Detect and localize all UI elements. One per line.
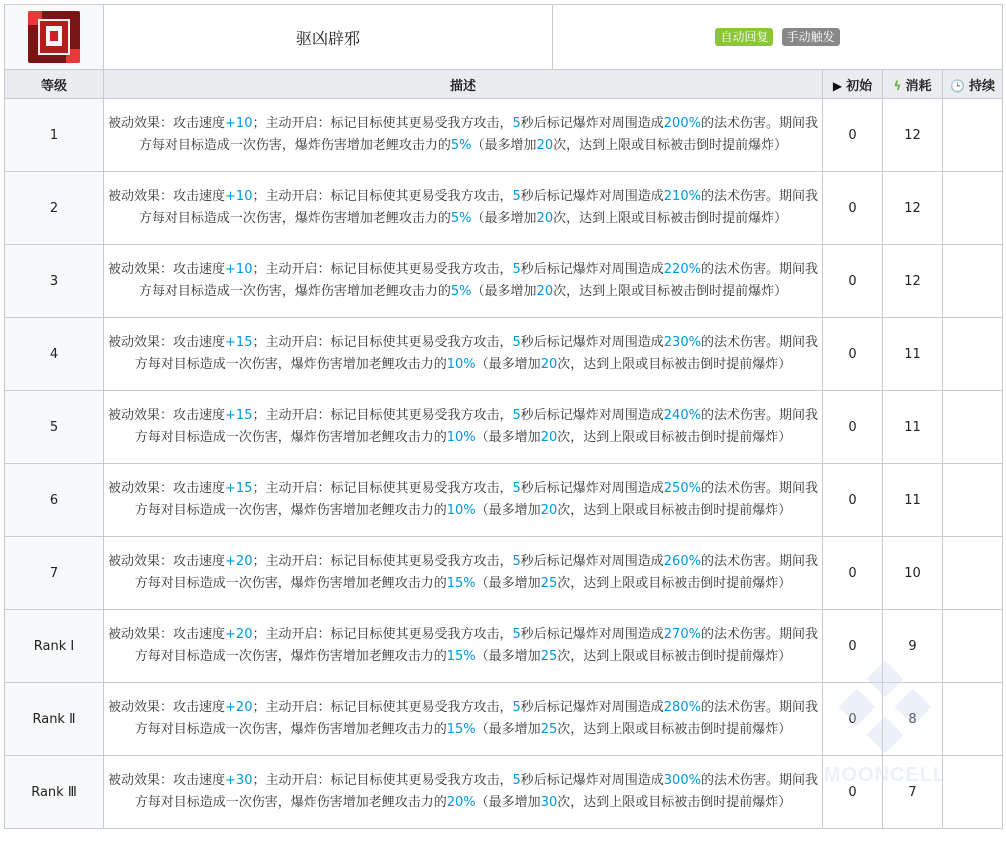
header-initial: ▶ 初始: [823, 70, 883, 99]
row-p5: 20: [540, 357, 558, 372]
row-p2: 5: [512, 262, 521, 277]
row-p2: 5: [512, 773, 521, 788]
desc-text: 次，达到上限或目标被击倒时提前爆炸）: [557, 795, 792, 810]
desc-text: 的法术伤害。期间我方每对目标造成一次伤害，爆炸伤害增加老鲤攻击力的: [134, 335, 818, 372]
level-cell: [5, 610, 104, 683]
row-p4: 10%: [446, 357, 476, 372]
level-cell: [5, 756, 104, 829]
row-initial: 0: [848, 346, 857, 362]
row-level: 3: [49, 273, 59, 289]
row-p3: 220%: [663, 262, 701, 277]
row-p5: 25: [540, 649, 558, 664]
skill-table: [4, 4, 1003, 829]
desc-text: ；主动开启：标记目标使其更易受我方攻击，: [252, 554, 513, 569]
desc-text: 秒后标记爆炸对周围造成: [520, 335, 664, 350]
row-p3: 270%: [663, 627, 701, 642]
description-cell: [104, 172, 823, 245]
row-p5: 20: [536, 138, 554, 153]
duration-cell: [943, 464, 1003, 537]
row-p3: 260%: [663, 554, 701, 569]
desc-text: 被动效果：攻击速度: [108, 116, 226, 131]
row-cost: 11: [904, 492, 921, 508]
row-p2: 5: [512, 408, 521, 423]
row-p3: 230%: [663, 335, 701, 350]
row-level: 7: [49, 565, 59, 581]
initial-cell: [823, 683, 883, 756]
row-p2: 5: [512, 335, 521, 350]
row-p3: 200%: [663, 116, 701, 131]
row-cost: 8: [908, 711, 917, 727]
desc-text: 被动效果：攻击速度: [108, 189, 226, 204]
row-p1: +15: [225, 481, 253, 496]
row-p3: 210%: [663, 189, 701, 204]
row-p4: 5%: [450, 138, 472, 153]
row-p5: 25: [540, 576, 558, 591]
row-p4: 15%: [446, 722, 476, 737]
row-cost: 12: [904, 200, 921, 216]
table-row: [5, 464, 1003, 537]
row-p4: 15%: [446, 649, 476, 664]
row-p5: 30: [540, 795, 558, 810]
row-p5: 20: [540, 503, 558, 518]
row-level: Rank Ⅲ: [31, 784, 77, 800]
row-p2: 5: [512, 116, 521, 131]
row-p4: 10%: [446, 430, 476, 445]
desc-text: ；主动开启：标记目标使其更易受我方攻击，: [252, 700, 513, 715]
row-cost: 7: [908, 784, 917, 800]
initial-cell: [823, 464, 883, 537]
row-level: 6: [49, 492, 59, 508]
table-row: [5, 318, 1003, 391]
cost-cell: [883, 99, 943, 172]
row-p1: +10: [225, 116, 253, 131]
row-level: 2: [49, 200, 59, 216]
level-cell: [5, 318, 104, 391]
desc-text: 次，达到上限或目标被击倒时提前爆炸）: [557, 357, 792, 372]
lightning-icon: ϟ: [893, 78, 902, 93]
desc-text: 被动效果：攻击速度: [108, 700, 226, 715]
desc-text: ；主动开启：标记目标使其更易受我方攻击，: [252, 627, 513, 642]
description-cell: [104, 756, 823, 829]
row-p4: 15%: [446, 576, 476, 591]
desc-text: 次，达到上限或目标被击倒时提前爆炸）: [553, 284, 788, 299]
desc-text: 次，达到上限或目标被击倒时提前爆炸）: [553, 138, 788, 153]
row-cost: 12: [904, 127, 921, 143]
desc-text: 秒后标记爆炸对周围造成: [520, 262, 664, 277]
tag-auto-recovery: 自动回复: [715, 28, 773, 46]
desc-text: 秒后标记爆炸对周围造成: [520, 408, 664, 423]
cost-cell: [883, 172, 943, 245]
desc-text: 的法术伤害。期间我方每对目标造成一次伤害，爆炸伤害增加老鲤攻击力的: [134, 408, 818, 445]
desc-text: （最多增加: [471, 284, 537, 299]
duration-cell: [943, 537, 1003, 610]
skill-icon-cell: [5, 5, 104, 70]
desc-text: （最多增加: [475, 357, 541, 372]
cost-cell: [883, 464, 943, 537]
initial-cell: [823, 318, 883, 391]
play-icon: ▶: [832, 78, 843, 93]
row-p4: 5%: [450, 284, 472, 299]
desc-text: 被动效果：攻击速度: [108, 408, 226, 423]
level-cell: [5, 99, 104, 172]
level-cell: [5, 245, 104, 318]
description-cell: [104, 391, 823, 464]
desc-text: 的法术伤害。期间我方每对目标造成一次伤害，爆炸伤害增加老鲤攻击力的: [134, 627, 818, 664]
desc-text: ；主动开启：标记目标使其更易受我方攻击，: [252, 773, 513, 788]
skill-tags: [553, 5, 1003, 70]
row-p1: +15: [225, 408, 253, 423]
row-level: Rank Ⅰ: [33, 638, 75, 654]
row-p5: 20: [536, 284, 554, 299]
row-p4: 5%: [450, 211, 472, 226]
row-initial: 0: [848, 784, 857, 800]
duration-cell: [943, 245, 1003, 318]
row-p4: 20%: [446, 795, 476, 810]
desc-text: 秒后标记爆炸对周围造成: [520, 627, 664, 642]
desc-text: （最多增加: [475, 795, 541, 810]
row-p5: 25: [540, 722, 558, 737]
clock-icon: 🕒: [950, 78, 965, 93]
table-row: [5, 99, 1003, 172]
row-p1: +20: [225, 627, 253, 642]
row-level: 5: [49, 419, 59, 435]
row-initial: 0: [848, 565, 857, 581]
desc-text: （最多增加: [471, 211, 537, 226]
watermark-text: MOONCELL: [823, 764, 947, 786]
table-row: [5, 756, 1003, 829]
row-cost: 9: [908, 638, 917, 654]
row-cost: 11: [904, 419, 921, 435]
desc-text: 的法术伤害。期间我方每对目标造成一次伤害，爆炸伤害增加老鲤攻击力的: [134, 700, 818, 737]
row-p5: 20: [536, 211, 554, 226]
cost-cell: [883, 245, 943, 318]
duration-cell: [943, 683, 1003, 756]
cost-cell: [883, 610, 943, 683]
desc-text: 的法术伤害。期间我方每对目标造成一次伤害，爆炸伤害增加老鲤攻击力的: [138, 189, 818, 226]
desc-text: 的法术伤害。期间我方每对目标造成一次伤害，爆炸伤害增加老鲤攻击力的: [134, 481, 818, 518]
desc-text: ；主动开启：标记目标使其更易受我方攻击，: [252, 335, 513, 350]
level-cell: [5, 683, 104, 756]
desc-text: 次，达到上限或目标被击倒时提前爆炸）: [553, 211, 788, 226]
duration-cell: [943, 756, 1003, 829]
row-cost: 12: [904, 273, 921, 289]
description-cell: [104, 537, 823, 610]
desc-text: ；主动开启：标记目标使其更易受我方攻击，: [252, 189, 513, 204]
desc-text: 被动效果：攻击速度: [108, 335, 226, 350]
duration-cell: [943, 172, 1003, 245]
row-initial: 0: [848, 200, 857, 216]
row-p2: 5: [512, 554, 521, 569]
row-p1: +15: [225, 335, 253, 350]
row-p1: +10: [225, 262, 253, 277]
row-initial: 0: [848, 273, 857, 289]
desc-text: （最多增加: [471, 138, 537, 153]
desc-text: 次，达到上限或目标被击倒时提前爆炸）: [557, 576, 792, 591]
table-row: [5, 610, 1003, 683]
desc-text: 秒后标记爆炸对周围造成: [520, 189, 664, 204]
desc-text: 秒后标记爆炸对周围造成: [520, 116, 664, 131]
row-p2: 5: [512, 700, 521, 715]
cost-cell: [883, 756, 943, 829]
row-initial: 0: [848, 419, 857, 435]
initial-cell: [823, 756, 883, 829]
desc-text: （最多增加: [475, 430, 541, 445]
row-initial: 0: [848, 492, 857, 508]
desc-text: ；主动开启：标记目标使其更易受我方攻击，: [252, 408, 513, 423]
desc-text: 被动效果：攻击速度: [108, 481, 226, 496]
desc-text: 的法术伤害。期间我方每对目标造成一次伤害，爆炸伤害增加老鲤攻击力的: [138, 262, 818, 299]
row-p2: 5: [512, 627, 521, 642]
initial-cell: [823, 610, 883, 683]
desc-text: ；主动开启：标记目标使其更易受我方攻击，: [252, 481, 513, 496]
row-p1: +10: [225, 189, 253, 204]
description-cell: [104, 610, 823, 683]
row-cost: 10: [904, 565, 921, 581]
desc-text: 秒后标记爆炸对周围造成: [520, 554, 664, 569]
desc-text: 被动效果：攻击速度: [108, 773, 226, 788]
table-row: [5, 391, 1003, 464]
table-row: [5, 683, 1003, 756]
row-level: 1: [49, 127, 59, 143]
level-cell: [5, 172, 104, 245]
header-level: 等级: [5, 70, 104, 99]
row-p1: +30: [225, 773, 253, 788]
header-description: 描述: [104, 70, 823, 99]
desc-text: （最多增加: [475, 576, 541, 591]
desc-text: 被动效果：攻击速度: [108, 554, 226, 569]
row-p3: 300%: [663, 773, 701, 788]
description-cell: [104, 683, 823, 756]
desc-text: 被动效果：攻击速度: [108, 262, 226, 277]
row-initial: 0: [848, 711, 857, 727]
row-cost: 11: [904, 346, 921, 362]
desc-text: 秒后标记爆炸对周围造成: [520, 700, 664, 715]
row-p1: +20: [225, 700, 253, 715]
desc-text: 次，达到上限或目标被击倒时提前爆炸）: [557, 430, 792, 445]
initial-cell: [823, 99, 883, 172]
duration-cell: [943, 99, 1003, 172]
skill-name: 驱凶辟邪: [104, 5, 553, 70]
tag-manual-trigger: 手动触发: [782, 28, 840, 46]
row-p5: 20: [540, 430, 558, 445]
desc-text: 被动效果：攻击速度: [108, 627, 226, 642]
row-initial: 0: [848, 127, 857, 143]
desc-text: 秒后标记爆炸对周围造成: [520, 481, 664, 496]
desc-text: ；主动开启：标记目标使其更易受我方攻击，: [252, 116, 513, 131]
row-level: Rank Ⅱ: [32, 711, 76, 727]
desc-text: （最多增加: [475, 649, 541, 664]
desc-text: 次，达到上限或目标被击倒时提前爆炸）: [557, 503, 792, 518]
row-p4: 10%: [446, 503, 476, 518]
description-cell: [104, 245, 823, 318]
row-p2: 5: [512, 189, 521, 204]
description-cell: [104, 99, 823, 172]
desc-text: （最多增加: [475, 503, 541, 518]
row-p2: 5: [512, 481, 521, 496]
initial-cell: [823, 245, 883, 318]
table-header: [5, 70, 1003, 99]
desc-text: 次，达到上限或目标被击倒时提前爆炸）: [557, 722, 792, 737]
row-p1: +20: [225, 554, 253, 569]
cost-cell: [883, 318, 943, 391]
row-level: 4: [49, 346, 59, 362]
level-cell: [5, 391, 104, 464]
row-p3: 250%: [663, 481, 701, 496]
desc-text: 次，达到上限或目标被击倒时提前爆炸）: [557, 649, 792, 664]
initial-cell: [823, 172, 883, 245]
table-row: [5, 172, 1003, 245]
initial-cell: [823, 537, 883, 610]
row-p3: 280%: [663, 700, 701, 715]
desc-text: 的法术伤害。期间我方每对目标造成一次伤害，爆炸伤害增加老鲤攻击力的: [134, 773, 818, 810]
cost-cell: [883, 391, 943, 464]
cost-cell: [883, 537, 943, 610]
description-cell: [104, 318, 823, 391]
desc-text: 的法术伤害。期间我方每对目标造成一次伤害，爆炸伤害增加老鲤攻击力的: [138, 116, 818, 153]
level-cell: [5, 537, 104, 610]
description-cell: [104, 464, 823, 537]
desc-text: 秒后标记爆炸对周围造成: [520, 773, 664, 788]
desc-text: （最多增加: [475, 722, 541, 737]
initial-cell: [823, 391, 883, 464]
duration-cell: [943, 391, 1003, 464]
level-cell: [5, 464, 104, 537]
header-cost: ϟ 消耗: [883, 70, 943, 99]
table-row: [5, 537, 1003, 610]
table-row: [5, 245, 1003, 318]
desc-text: ；主动开启：标记目标使其更易受我方攻击，: [252, 262, 513, 277]
desc-text: 的法术伤害。期间我方每对目标造成一次伤害，爆炸伤害增加老鲤攻击力的: [134, 554, 818, 591]
header-duration: 🕒 持续: [943, 70, 1003, 99]
cost-cell: [883, 683, 943, 756]
skill-seal-icon: [28, 11, 80, 63]
duration-cell: [943, 610, 1003, 683]
row-initial: 0: [848, 638, 857, 654]
row-p3: 240%: [663, 408, 701, 423]
duration-cell: [943, 318, 1003, 391]
